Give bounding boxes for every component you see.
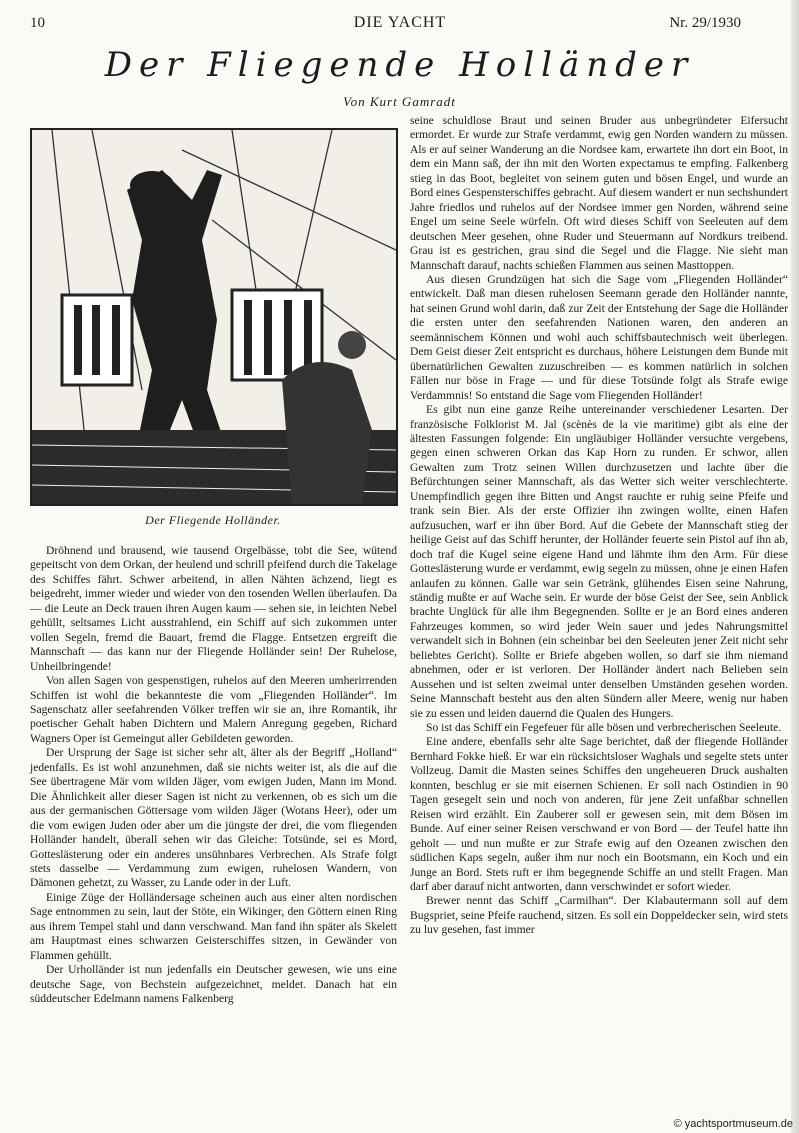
issue-number: Nr. 29/1930 [669, 15, 741, 31]
paragraph: Der Ursprung der Sage ist sicher sehr alt, älter als der Begriff „Holland“ jedenfalls. Es ist wohl anzunehmen, daß sie nichts weiter ist, als die auf die See übertragene Mär vom wilden Jäger, vom ewigen Juden, Mann im Mond. Die Ähnlichkeit aller dieser Sagen ist nicht zu verkennen, ob es sich um die aus der germanischen Göttersage vom wilden Jäger (Wotans Heer), oder um die vom ewigen Juden oder aber um die jüngste der drei, die vom fliegenden Holländer handelt, überall sehen wir das Gleiche: Totsünde, sei es Mord, Gotteslästerung oder ein anderes unsühnbares Verbrechen. Als Strafe folgt stets dasselbe — Verdammung zum ewigen, ruhelosen Wandern, von Dämonen gehetzt, zu Wasser, zu Lande oder in der Luft. [30, 746, 397, 890]
article-title: Der Fliegende Holländer [104, 45, 695, 85]
paragraph: So ist das Schiff ein Fegefeuer für alle bösen und verbrecherischen Seeleute. [426, 721, 782, 735]
paragraph: Einige Züge der Holländersage scheinen auch aus einer alten nordischen Sage entnommen zu sein, laut der Stöte, ein Wikinger, den Göttern einen Ring aus ihrem Tempel stahl und dann verschwand. Man fand ihn später als Skelett am Hauptmast eines schwarzen Geisterschiffes sitzen, in Gewänder von Flammen gehüllt. [30, 890, 397, 962]
article-author: Von Kurt Gamradt [343, 94, 456, 109]
magazine-name: DIE YACHT [353, 14, 447, 31]
illustration-caption: Der Fliegende Holländer. [145, 513, 281, 527]
paragraph: Von allen Sagen von gespenstigen, ruhelos auf den Meeren umherirrenden Schiffen ist wohl die bekannteste die vom „Fliegenden Holländer“. Im Sagenschatz aller seefahrenden Völker treffen wir sie an, ihre Romantik, ihr poetischer Gehalt haben Dichtern und Malern Anregung gegeben, Richard Wagners Oper ist Gemeingut aller Gebildeten geworden. [30, 674, 397, 745]
page-number: 10 [30, 15, 45, 31]
paragraph: Dröhnend und brausend, wie tausend Orgelbässe, tobt die See, wütend gepeitscht von dem Orkan, der heulend und schrill pfeifend durch die Takelage des Schiffes fährt. Schwer arbeitend, in allen Nähten ächzend, liegt es beigedreht, immer wieder und wieder von den tosenden Wellen überlaufen. Da — die Leute an Deck trauen ihren Augen kaum — sehen sie, in leichten Nebel gehüllt, seltsames Licht ausstrahlend, ein Schiff auf sich zukommen unter vollen Segeln, fremd die Bauart, fremd die Flagge. Entsetzen ergreift die Mannschaft — das kann nur der Fliegende Holländer sein! Der Ruhelose, Unheilbringende! [30, 544, 397, 673]
page-edge-shadow [791, 0, 799, 1133]
right-text-column [410, 114, 788, 938]
paragraph: Eine andere, ebenfalls sehr alte Sage berichtet, daß der fliegende Holländer Bernhard Fokke hieß. Er war ein rücksichtsloser Waghals und segelte stets unter Vollzeug. Damit die Masten seines Schiffes den ungeheueren Druck aushalten konnten, beschlug er sie mit eisernen Schienen. Er soll nach Ostindien in 90 Tagen gesegelt sein und noch von anderen, für jene Zeit unfaßbar schnellen Reisen wird erzählt. Ein Zauberer soll er gewesen sein, mit dem Bösen im Bunde. Auf einer seiner Reisen verschwand er von Bord — der Teufel hatte ihn geholt — und nun mußte er zur Strafe ewig auf den Ozeanen zwischen den südlichen Kaps segeln, außer ihm nur noch ein Bootsmann, ein Koch und ein Junge an Bord. Stets ruft er ihm begegnende Schiffe an und stellt Fragen. Man darf aber darauf nicht antworten, dann verschwindet er sofort wieder. [410, 735, 788, 894]
watermark: © yachtsportmuseum.de [673, 1118, 793, 1130]
paragraph: Aus diesen Grundzügen hat sich die Sage vom „Fliegenden Holländer“ entwickelt. Daß man diesen ruhelosen Seemann gerade den Holländer nannte, hat seinen Grund wohl darin, daß zur Zeit der Entstehung der Sage die Holländer die ersten unter den seefahrenden Nationen waren, den anderen an seemännischem Können und wohl auch schiffsbautechnisch weit überlegen. Dem Geist dieser Zeit entspricht es durchaus, höhere Leistungen dem Bunde mit übernatürlichen Gewalten zuzuschreiben — es kommen natürlich in solchen Fällen nur böse in Frage — und für diese Totsünde folgt als Strafe ewige Verdammnis! So entstand die Sage vom Fliegenden Holländer! [410, 272, 788, 402]
illustration-flying-dutchman [30, 128, 398, 506]
paragraph: Brewer nennt das Schiff „Carmilhan“. Der Klabautermann soll auf dem Bugspriet, seine Pfeife rauchend, sitzen. Es soll ein Doppeldecker sein, wird stets zu luv gesehen, fast immer [410, 894, 788, 937]
paragraph: Der Urholländer ist nun jedenfalls ein Deutscher gewesen, wie uns eine deutsche Sage, von Bechstein aufgezeichnet, meldet. Danach hat ein süddeutscher Edelmann namens Falkenberg [30, 963, 397, 1006]
paragraph: seine schuldlose Braut und seinen Bruder aus unbegründeter Eifersucht ermordet. Er wurde zur Strafe verdammt, ewig gen Norden wandern zu müssen. Als er auf seiner Wanderung an die Nordsee kam, erwartete ihn dort ein Boot, in dem ein Mann saß, der ihn mit den Worten expectamus te empfing. Falkenberg stieg in das Boot, begleitet von seinem guten und bösen Engel, und wurde an Bord eines Gespensterschiffes gebracht. Auf diesem wandert er nun sechshundert Jahre friedlos und ruhelos auf der Nordsee immer gen Norden, während seine Engel um seine Seele würfeln. Oft wird dieses Schiff von Seeleuten auf dem deutschen Meer gesehen, ohne Ruder und Steuermann auf Nordkurs treibend. Grau ist es gestrichen, grau sind die Segel und die Flagge. Nie sieht man Mannschaft darauf, nachts schießen Flammen aus seinen Masttoppen. [410, 114, 788, 272]
left-text-column [30, 544, 397, 1007]
paragraph: Es gibt nun eine ganze Reihe untereinander verschiedener Lesarten. Der französische Folklorist M. Jal (scènès de la vie maritime) gibt als eine der ältesten Fassungen folgende: Ein ungläubiger Holländer versuchte vergebens, gegen einen schweren Orkan das Kap Horn zu runden. Er schwor, allen Gewalten zum Trotz seinen Willen durchzusetzen und lachte über die Befürchtungen seiner Mannschaft, als das Wetter sich weiter verschlechterte. Unempfindlich gegen ihre Bitten und Angst rauchte er ruhig seine Pfeife und trank sein Bier. Als der erste Offizier ihn zwingen wollte, einen Hafen aufzusuchen, warf er ihn über Bord. Auf die Gebete der Mannschaft stieg der heilige Geist auf das Schiff herunter, der Holländer feuerte sein Pistol auf ihn ab, doch traf die Kugel seine eigene Hand und lähmte ihm den Arm. Für diese Gotteslästerung wurde er verdammt, ewig segeln zu müssen, ohne je einen Hafen anlaufen zu können. Galle war sein Getränk, glühendes Eisen seine Nahrung, ständig mußte er auf Wache sein. Er wurde der böse Geist der See, sein Anblick brachte Unglück für alle ihm Begegnenden. Sollte er je an Bord eines anderen Fahrzeuges kommen, so wird jeder Wein sauer und jedes Nahrungsmittel verwandelt sich in Bohnen (ein scheinbar bei den Seeleuten jener Zeit nicht sehr beliebtes Gericht). Sollte er Briefe abgeben wollen, so darf sie ihm niemand abnehmen, oder er ist verloren. Der Holländer ändert nach Belieben sein Aussehen und ist selten zweimal unter denselben Umständen gesehen worden. Seine Mannschaft besteht aus den alten Sündern aller Meere, wenig nur haben sie zu essen und leiden dauernd die Qualen des Hungers. [410, 403, 788, 720]
